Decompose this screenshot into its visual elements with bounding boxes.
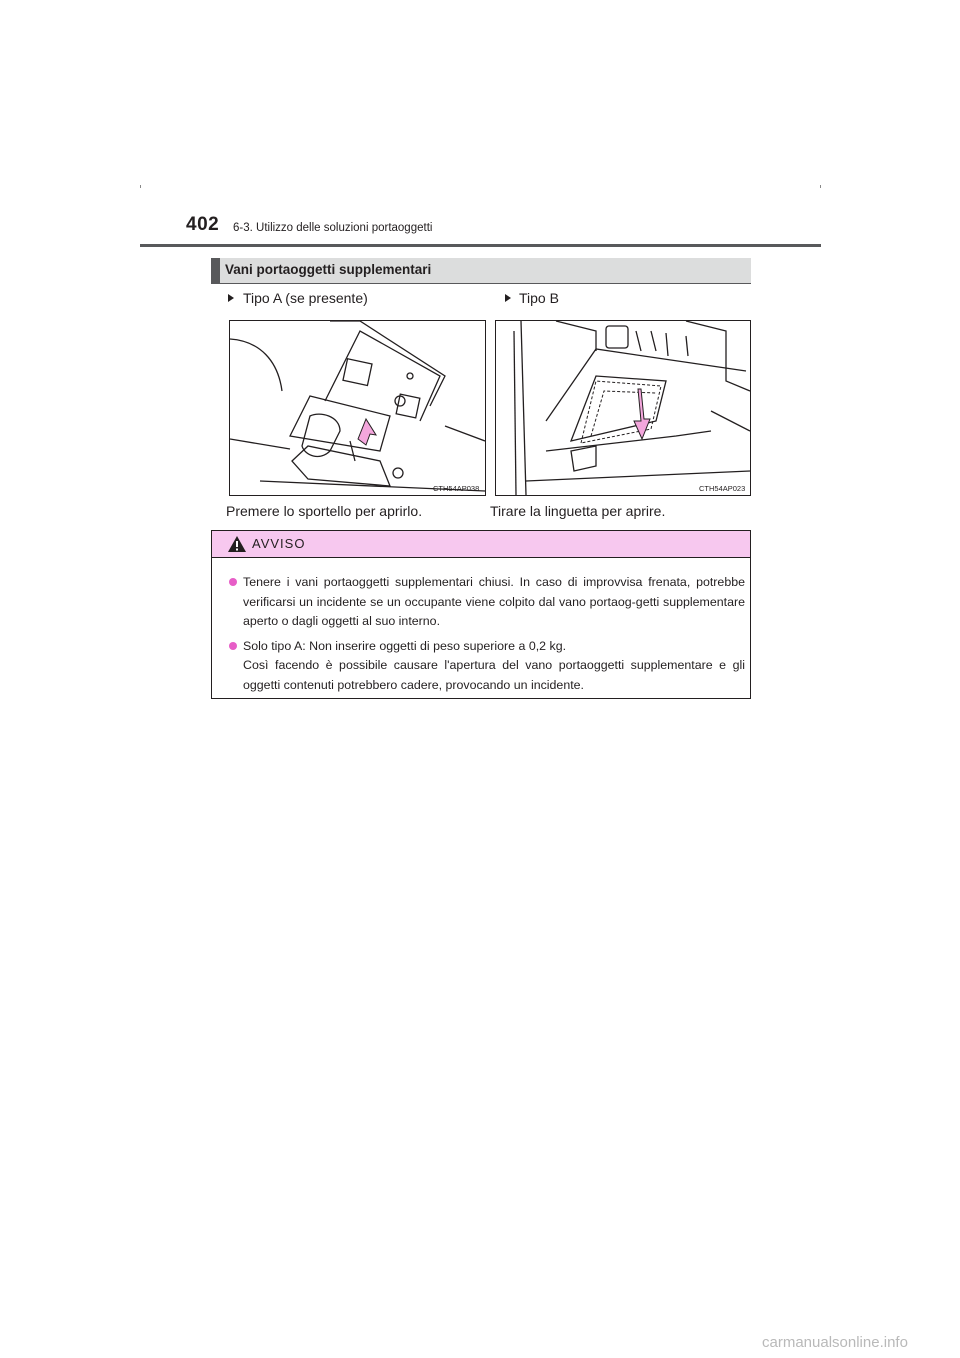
warning-header (212, 531, 750, 558)
overhead-console-illustration (230, 321, 485, 495)
warning-text: Così facendo è possibile causare l'apertura del vano portaoggetti supplementare e gli oggetti contenuti potrebbero cadere, provocando un incidente. (243, 658, 745, 692)
warning-body (229, 573, 745, 700)
warning-text: Tenere i vani portaoggetti supplementari chiusi. In caso di improvvisa frenata, potrebbe verificarsi un incidente se un occupante viene colpito dal vano portaog-getti supplementare aperto o dagli oggetti al suo interno. (243, 575, 745, 628)
warning-item (229, 637, 745, 696)
type-a-label: Tipo A (se presente) (243, 290, 368, 306)
subsection-heading (211, 258, 751, 284)
crop-mark (820, 185, 821, 188)
triangle-bullet-icon (228, 294, 234, 302)
caption-type-a: Premere lo sportello per aprirlo. (226, 503, 423, 519)
warning-box (211, 530, 751, 699)
warning-label: AVVISO (252, 536, 306, 551)
bullet-icon (229, 642, 237, 650)
section-title: 6-3. Utilizzo delle soluzioni portaoggetti (233, 222, 433, 234)
figure-type-a (229, 320, 486, 496)
warning-text: Solo tipo A: Non inserire oggetti di peso superiore a 0,2 kg. (243, 638, 567, 653)
type-b-label: Tipo B (519, 290, 559, 306)
header-rule (140, 244, 821, 247)
caption-type-b: Tirare la linguetta per aprire. (490, 503, 666, 519)
watermark: carmanualsonline.info (762, 1334, 908, 1351)
subsection-edge (211, 258, 220, 283)
crop-mark (140, 185, 141, 188)
figure-code: CTH54AP038 (433, 484, 480, 493)
warning-triangle-icon (227, 535, 247, 553)
figure-code: CTH54AP023 (699, 484, 746, 493)
figure-type-b (495, 320, 751, 496)
page-number: 402 (186, 214, 220, 235)
subsection-title: Vani portaoggetti supplementari (225, 262, 432, 277)
triangle-bullet-icon (505, 294, 511, 302)
lower-dash-illustration (496, 321, 750, 495)
bullet-icon (229, 578, 237, 586)
warning-item (229, 573, 745, 632)
